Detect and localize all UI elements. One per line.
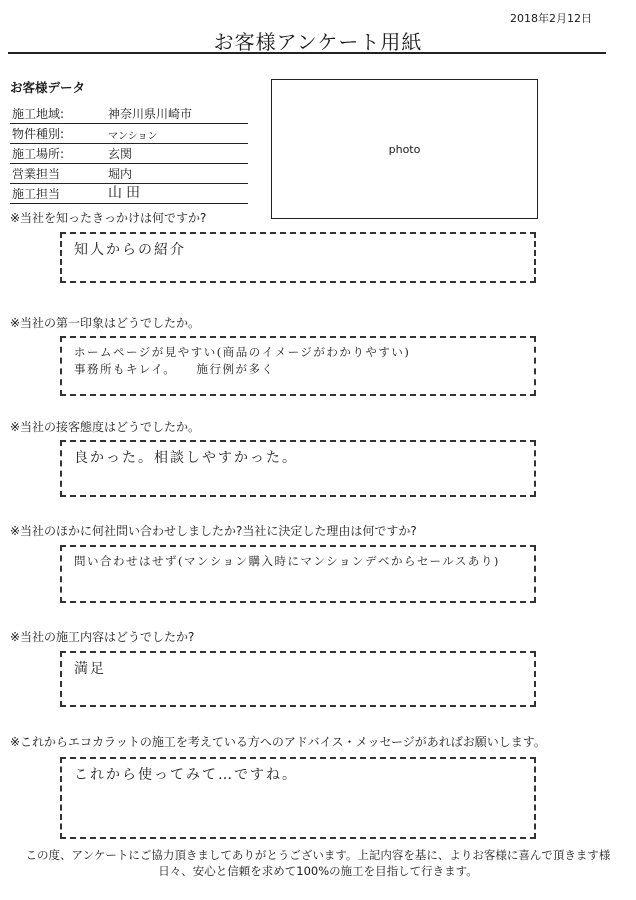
info-value-area: 神奈川県川崎市	[108, 107, 193, 121]
photo-label: photo	[388, 142, 421, 156]
info-row-sales-rep	[10, 164, 248, 184]
answer-6: これから使ってみて…ですね。	[60, 757, 536, 839]
question-4: ※当社のほかに何社問い合わせしましたか?当社に決定した理由は何ですか?	[10, 524, 417, 538]
answer-1: 知人からの紹介	[60, 232, 536, 283]
answer-4: 問い合わせはせず(マンション購入時にマンションデベからセールスあり)	[60, 545, 536, 603]
info-label-location: 施工場所:	[12, 147, 65, 161]
survey-date: 2018年2月12日	[510, 12, 592, 25]
info-row-area	[10, 104, 248, 124]
answer-2: ホームページが見やすい(商品のイメージがわかりやすい) 事務所もキレイ。 施行例が多く	[60, 336, 536, 396]
info-value-location: 玄関	[108, 147, 133, 161]
info-value-sales-rep: 堀内	[108, 167, 133, 181]
footer-line-2: 日々、安心と信頼を求めて100%の施工を目指して行きます。	[158, 864, 478, 879]
info-row-property-type	[10, 124, 248, 144]
info-label-property-type: 物件種別:	[12, 127, 65, 141]
question-6: ※これからエコカラットの施工を考えている方へのアドバイス・メッセージがあればお願いします。	[10, 735, 546, 749]
title-underline	[8, 52, 606, 54]
question-2: ※当社の第一印象はどうでしたか。	[10, 316, 201, 330]
info-label-area: 施工地域:	[12, 107, 65, 121]
info-value-property-type: マンション	[108, 131, 158, 142]
photo-placeholder	[271, 79, 538, 219]
info-row-location	[10, 144, 248, 164]
customer-data-heading: お客様データ	[10, 80, 86, 95]
footer-message	[0, 847, 636, 879]
page-title: お客様アンケート用紙	[213, 30, 423, 54]
question-3: ※当社の接客態度はどうでしたか。	[10, 420, 201, 434]
answer-5: 満足	[60, 651, 536, 707]
info-label-installer: 施工担当	[12, 187, 61, 201]
footer-line-1: この度、アンケートにご協力頂きましてありがとうございます。上記内容を基に、よりお客様に喜んで頂きます様	[25, 848, 611, 862]
question-5: ※当社の施工内容はどうでしたか?	[10, 630, 195, 644]
question-1: ※当社を知ったきっかけは何ですか?	[10, 211, 207, 225]
info-label-sales-rep: 営業担当	[12, 167, 61, 181]
answer-3: 良かった。相談しやすかった。	[60, 440, 536, 497]
customer-data-table	[10, 104, 248, 204]
info-value-installer: 山田	[108, 185, 144, 201]
info-row-installer	[10, 184, 248, 204]
